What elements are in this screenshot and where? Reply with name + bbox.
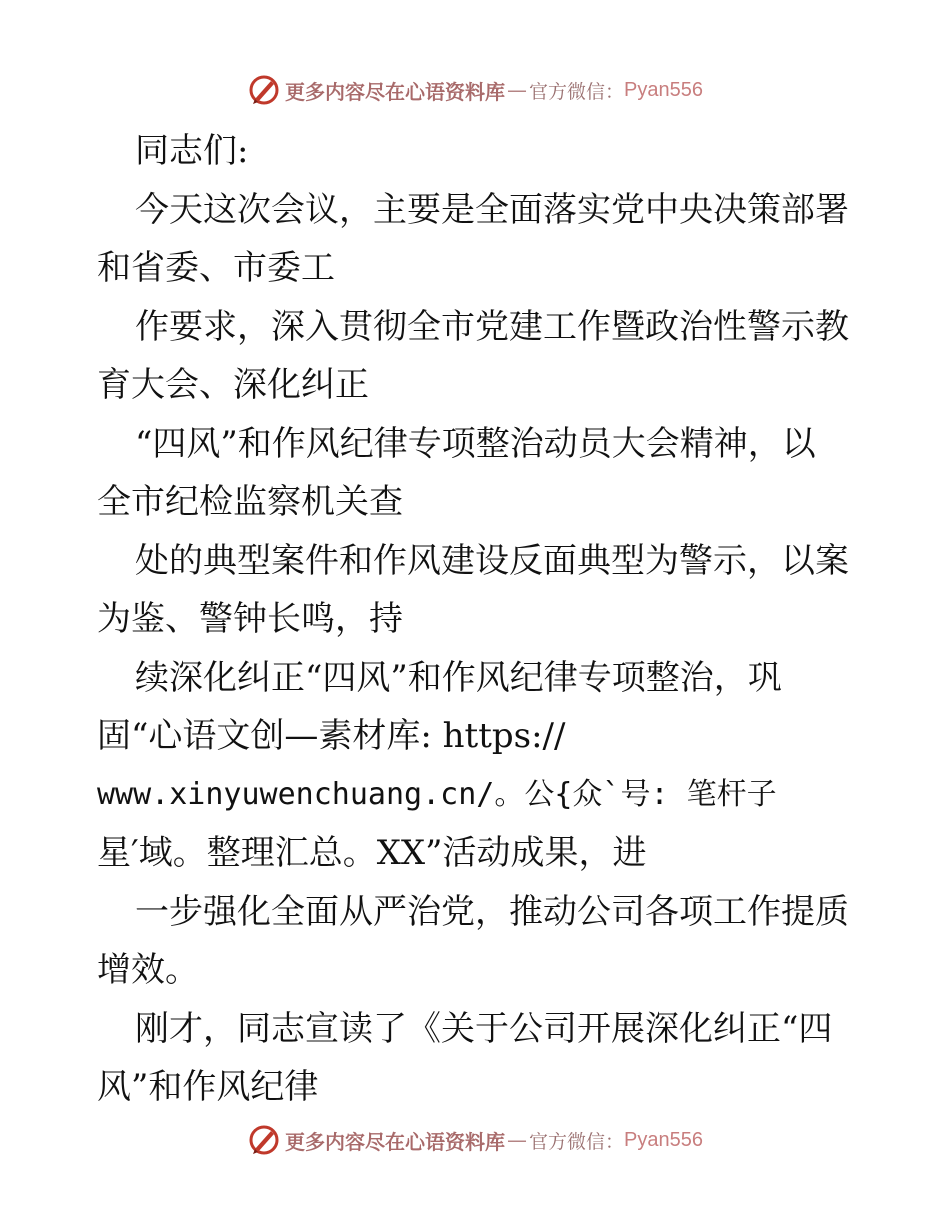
text-line: 刚才，同志宣读了《关于公司开展深化纠正“四 xyxy=(135,1008,833,1049)
banner-wechat-id: Pyan556 xyxy=(624,1128,703,1151)
text-line: 育大会、深化纠正 xyxy=(97,365,369,405)
text-line: 作要求，深入贯彻全市党建工作暨政治性警示教 xyxy=(135,306,849,347)
footer-banner xyxy=(0,1118,950,1162)
banner-site-text: 更多内容尽在心语资料库 xyxy=(285,1129,505,1154)
header-banner xyxy=(0,68,950,112)
text-line: 和省委、市委工 xyxy=(97,248,335,288)
pen-logo-icon xyxy=(247,73,281,107)
text-line: 固“心语文创—素材库: https:// xyxy=(97,716,566,756)
banner-official-label: 官方微信： xyxy=(529,1130,625,1153)
banner-site-text: 更多内容尽在心语资料库 xyxy=(285,79,505,104)
text-line: 星′域。整理汇总。XX”活动成果，进 xyxy=(97,833,647,873)
text-line: 处的典型案件和作风建设反面典型为警示，以案 xyxy=(135,540,849,581)
pen-logo-icon xyxy=(247,1123,281,1157)
text-line: 续深化纠正“四风”和作风纪律专项整治，巩 xyxy=(135,657,782,698)
url-line: www.xinyuwenchuang.cn/。公{众`号: 笔杆子 xyxy=(97,776,777,812)
salutation: 同志们: xyxy=(135,131,249,171)
text-line: “四风”和作风纪律专项整治动员大会精神，以 xyxy=(135,423,816,464)
text-line: 增效。 xyxy=(97,950,199,990)
text-line: 为鉴、警钟长鸣，持 xyxy=(97,599,403,639)
banner-official-label: 官方微信： xyxy=(529,80,625,103)
document-body xyxy=(97,122,857,1117)
banner-separator: — xyxy=(507,1128,527,1152)
text-line: 全市纪检监察机关查 xyxy=(97,482,403,522)
banner-wechat-id: Pyan556 xyxy=(624,78,703,101)
text-line: 一步强化全面从严治党，推动公司各项工作提质 xyxy=(135,891,849,932)
text-line: 风”和作风纪律 xyxy=(97,1067,319,1107)
banner-separator: — xyxy=(507,78,527,102)
text-line: 今天这次会议，主要是全面落实党中央决策部署 xyxy=(135,189,849,230)
